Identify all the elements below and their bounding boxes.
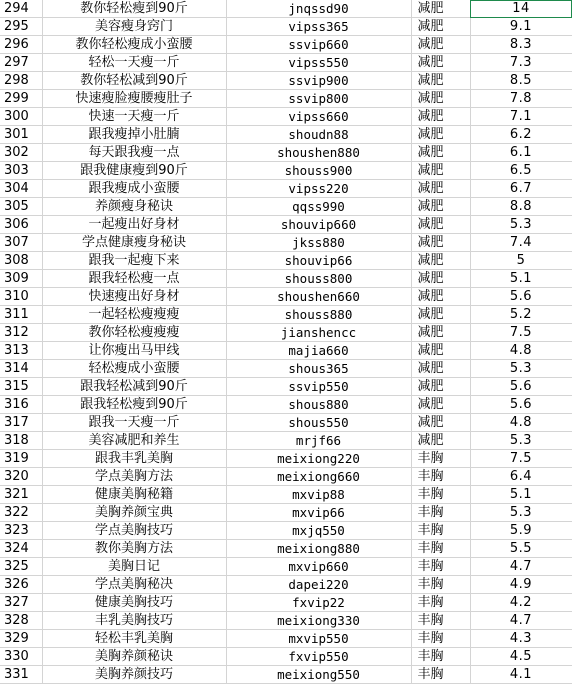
category-cell[interactable]: 减肥 — [411, 54, 470, 72]
title-cell[interactable]: 快速一天瘦一斤 — [42, 108, 226, 126]
category-cell[interactable]: 减肥 — [411, 36, 470, 54]
category-cell[interactable]: 减肥 — [411, 234, 470, 252]
title-cell[interactable]: 学点美胸技巧 — [42, 522, 226, 540]
table-row — [0, 234, 572, 252]
code-cell[interactable]: qqss990 — [226, 198, 411, 216]
table-row — [0, 342, 572, 360]
code-cell[interactable]: ssvip800 — [226, 90, 411, 108]
title-cell[interactable]: 跟我丰乳美胸 — [42, 450, 226, 468]
score-cell[interactable]: 4.9 — [470, 576, 572, 594]
score-cell[interactable]: 5.2 — [470, 306, 572, 324]
category-cell[interactable]: 丰胸 — [411, 648, 470, 666]
table-row — [0, 180, 572, 198]
code-cell[interactable]: shouss800 — [226, 270, 411, 288]
category-cell[interactable]: 减肥 — [411, 90, 470, 108]
table-row — [0, 360, 572, 378]
score-cell[interactable]: 4.3 — [470, 630, 572, 648]
code-cell[interactable]: fxvip22 — [226, 594, 411, 612]
row-number-cell[interactable]: 307 — [0, 234, 42, 252]
row-number-cell[interactable]: 313 — [0, 342, 42, 360]
code-cell[interactable]: vipss365 — [226, 18, 411, 36]
score-cell[interactable]: 5.3 — [470, 360, 572, 378]
table-row — [0, 306, 572, 324]
category-cell[interactable]: 减肥 — [411, 18, 470, 36]
category-cell[interactable]: 减肥 — [411, 198, 470, 216]
category-cell[interactable]: 减肥 — [411, 162, 470, 180]
code-cell[interactable]: shouss900 — [226, 162, 411, 180]
row-number-cell[interactable]: 312 — [0, 324, 42, 342]
row-number-cell[interactable]: 316 — [0, 396, 42, 414]
table-row — [0, 378, 572, 396]
category-cell[interactable]: 减肥 — [411, 216, 470, 234]
code-cell[interactable]: majia660 — [226, 342, 411, 360]
code-cell[interactable]: jnqssd90 — [226, 0, 411, 18]
row-number-cell[interactable]: 320 — [0, 468, 42, 486]
title-cell[interactable]: 健康美胸秘籍 — [42, 486, 226, 504]
title-cell[interactable]: 一起轻松瘦瘦瘦 — [42, 306, 226, 324]
category-cell[interactable]: 丰胸 — [411, 630, 470, 648]
title-cell[interactable]: 跟我瘦掉小肚腩 — [42, 126, 226, 144]
row-number-cell[interactable]: 328 — [0, 612, 42, 630]
table-row — [0, 576, 572, 594]
category-cell[interactable]: 丰胸 — [411, 594, 470, 612]
title-cell[interactable]: 学点美胸秘决 — [42, 576, 226, 594]
score-cell[interactable]: 4.2 — [470, 594, 572, 612]
category-cell[interactable]: 减肥 — [411, 108, 470, 126]
score-cell[interactable]: 7.5 — [470, 450, 572, 468]
row-number-cell[interactable]: 303 — [0, 162, 42, 180]
score-cell[interactable]: 4.8 — [470, 342, 572, 360]
table-row — [0, 216, 572, 234]
table-row — [0, 288, 572, 306]
table-row — [0, 648, 572, 666]
score-cell[interactable]: 6.7 — [470, 180, 572, 198]
row-number-cell[interactable]: 331 — [0, 666, 42, 684]
title-cell[interactable]: 美容减肥和养生 — [42, 432, 226, 450]
row-number-cell[interactable]: 317 — [0, 414, 42, 432]
table-row — [0, 162, 572, 180]
score-cell[interactable]: 5.6 — [470, 378, 572, 396]
category-cell[interactable]: 减肥 — [411, 396, 470, 414]
score-cell[interactable]: 7.5 — [470, 324, 572, 342]
title-cell[interactable]: 快速瘦脸瘦腰瘦肚子 — [42, 90, 226, 108]
title-cell[interactable]: 美胸日记 — [42, 558, 226, 576]
title-cell[interactable]: 教你轻松瘦成小蛮腰 — [42, 36, 226, 54]
category-cell[interactable]: 丰胸 — [411, 666, 470, 684]
table-row — [0, 450, 572, 468]
table-row — [0, 486, 572, 504]
row-number-cell[interactable]: 318 — [0, 432, 42, 450]
row-number-cell[interactable]: 311 — [0, 306, 42, 324]
score-cell[interactable]: 5.3 — [470, 504, 572, 522]
category-cell[interactable]: 减肥 — [411, 324, 470, 342]
category-cell[interactable]: 减肥 — [411, 288, 470, 306]
title-cell[interactable]: 教你美胸方法 — [42, 540, 226, 558]
title-cell[interactable]: 学点美胸方法 — [42, 468, 226, 486]
code-cell[interactable]: mxjq550 — [226, 522, 411, 540]
score-cell[interactable]: 7.4 — [470, 234, 572, 252]
category-cell[interactable]: 减肥 — [411, 414, 470, 432]
table-row — [0, 468, 572, 486]
row-number-cell[interactable]: 294 — [0, 0, 42, 18]
score-cell[interactable]: 5.1 — [470, 270, 572, 288]
score-cell[interactable]: 4.7 — [470, 558, 572, 576]
score-cell[interactable]: 5.3 — [470, 432, 572, 450]
code-cell[interactable]: shouss880 — [226, 306, 411, 324]
table-row — [0, 36, 572, 54]
title-cell[interactable]: 跟我一天瘦一斤 — [42, 414, 226, 432]
code-cell[interactable]: ssvip660 — [226, 36, 411, 54]
title-cell[interactable]: 轻松丰乳美胸 — [42, 630, 226, 648]
table-row — [0, 54, 572, 72]
table-row — [0, 414, 572, 432]
row-number-cell[interactable]: 322 — [0, 504, 42, 522]
table-row — [0, 432, 572, 450]
row-number-cell[interactable]: 302 — [0, 144, 42, 162]
title-cell[interactable]: 一起瘦出好身材 — [42, 216, 226, 234]
category-cell[interactable]: 丰胸 — [411, 450, 470, 468]
row-number-cell[interactable]: 305 — [0, 198, 42, 216]
table-row — [0, 108, 572, 126]
title-cell[interactable]: 跟我轻松瘦到90斤 — [42, 396, 226, 414]
title-cell[interactable]: 跟我一起瘦下来 — [42, 252, 226, 270]
row-number-cell[interactable]: 300 — [0, 108, 42, 126]
row-number-cell[interactable]: 315 — [0, 378, 42, 396]
code-cell[interactable]: mxvip66 — [226, 504, 411, 522]
row-number-cell[interactable]: 325 — [0, 558, 42, 576]
row-number-cell[interactable]: 321 — [0, 486, 42, 504]
category-cell[interactable]: 减肥 — [411, 306, 470, 324]
score-cell[interactable]: 5.6 — [470, 396, 572, 414]
row-number-cell[interactable]: 299 — [0, 90, 42, 108]
table-row — [0, 594, 572, 612]
row-number-cell[interactable]: 310 — [0, 288, 42, 306]
category-cell[interactable]: 减肥 — [411, 72, 470, 90]
code-cell[interactable]: shoushen660 — [226, 288, 411, 306]
title-cell[interactable]: 美胸养颜秘诀 — [42, 648, 226, 666]
table-row — [0, 324, 572, 342]
title-cell[interactable]: 跟我轻松瘦一点 — [42, 270, 226, 288]
score-cell[interactable]: 8.5 — [470, 72, 572, 90]
code-cell[interactable]: vipss220 — [226, 180, 411, 198]
code-cell[interactable]: meixiong330 — [226, 612, 411, 630]
table-row — [0, 0, 572, 18]
code-cell[interactable]: ssvip550 — [226, 378, 411, 396]
category-cell[interactable]: 减肥 — [411, 432, 470, 450]
score-cell[interactable]: 8.3 — [470, 36, 572, 54]
category-cell[interactable]: 减肥 — [411, 0, 470, 18]
table-row — [0, 144, 572, 162]
row-number-cell[interactable]: 329 — [0, 630, 42, 648]
category-cell[interactable]: 丰胸 — [411, 558, 470, 576]
row-number-cell[interactable]: 324 — [0, 540, 42, 558]
title-cell[interactable]: 每天跟我瘦一点 — [42, 144, 226, 162]
row-number-cell[interactable]: 304 — [0, 180, 42, 198]
score-cell[interactable]: 6.2 — [470, 126, 572, 144]
row-number-cell[interactable]: 323 — [0, 522, 42, 540]
score-cell[interactable]: 4.7 — [470, 612, 572, 630]
category-cell[interactable]: 减肥 — [411, 144, 470, 162]
score-cell[interactable]: 7.3 — [470, 54, 572, 72]
category-cell[interactable]: 减肥 — [411, 252, 470, 270]
title-cell[interactable]: 轻松一天瘦一斤 — [42, 54, 226, 72]
title-cell[interactable]: 丰乳美胸技巧 — [42, 612, 226, 630]
row-number-cell[interactable]: 298 — [0, 72, 42, 90]
code-cell[interactable]: shous550 — [226, 414, 411, 432]
title-cell[interactable]: 教你轻松瘦到90斤 — [42, 0, 226, 18]
score-cell[interactable]: 4.8 — [470, 414, 572, 432]
title-cell[interactable]: 教你轻松瘦瘦瘦 — [42, 324, 226, 342]
title-cell[interactable]: 美容瘦身窍门 — [42, 18, 226, 36]
table-row — [0, 630, 572, 648]
code-cell[interactable]: fxvip550 — [226, 648, 411, 666]
score-cell[interactable]: 4.1 — [470, 666, 572, 684]
table-row — [0, 396, 572, 414]
score-cell[interactable]: 6.4 — [470, 468, 572, 486]
table-row — [0, 612, 572, 630]
code-cell[interactable]: shous365 — [226, 360, 411, 378]
title-cell[interactable]: 美胸养颜宝典 — [42, 504, 226, 522]
row-number-cell[interactable]: 326 — [0, 576, 42, 594]
title-cell[interactable]: 健康美胸技巧 — [42, 594, 226, 612]
code-cell[interactable]: shouvip66 — [226, 252, 411, 270]
title-cell[interactable]: 跟我健康瘦到90斤 — [42, 162, 226, 180]
title-cell[interactable]: 养颜瘦身秘诀 — [42, 198, 226, 216]
title-cell[interactable]: 快速瘦出好身材 — [42, 288, 226, 306]
score-cell[interactable]: 8.8 — [470, 198, 572, 216]
row-number-cell[interactable]: 330 — [0, 648, 42, 666]
code-cell[interactable]: dapei220 — [226, 576, 411, 594]
table-row — [0, 90, 572, 108]
title-cell[interactable]: 教你轻松减到90斤 — [42, 72, 226, 90]
category-cell[interactable]: 减肥 — [411, 126, 470, 144]
code-cell[interactable]: meixiong550 — [226, 666, 411, 684]
score-cell[interactable]: 5.3 — [470, 216, 572, 234]
row-number-cell[interactable]: 301 — [0, 126, 42, 144]
score-cell[interactable]: 5.6 — [470, 288, 572, 306]
table-row — [0, 198, 572, 216]
score-cell[interactable]: 5 — [470, 252, 572, 270]
code-cell[interactable]: mrjf66 — [226, 432, 411, 450]
code-cell[interactable]: meixiong880 — [226, 540, 411, 558]
code-cell[interactable]: meixiong660 — [226, 468, 411, 486]
score-cell[interactable]: 6.5 — [470, 162, 572, 180]
code-cell[interactable]: shoudn88 — [226, 126, 411, 144]
title-cell[interactable]: 美胸养颜技巧 — [42, 666, 226, 684]
category-cell[interactable]: 减肥 — [411, 378, 470, 396]
score-cell[interactable]: 4.5 — [470, 648, 572, 666]
table-row — [0, 72, 572, 90]
code-cell[interactable]: vipss550 — [226, 54, 411, 72]
row-number-cell[interactable]: 308 — [0, 252, 42, 270]
row-number-cell[interactable]: 309 — [0, 270, 42, 288]
code-cell[interactable]: shouvip660 — [226, 216, 411, 234]
title-cell[interactable]: 跟我瘦成小蛮腰 — [42, 180, 226, 198]
row-number-cell[interactable]: 306 — [0, 216, 42, 234]
score-cell[interactable]: 7.8 — [470, 90, 572, 108]
category-cell[interactable]: 丰胸 — [411, 540, 470, 558]
code-cell[interactable]: shoushen880 — [226, 144, 411, 162]
table-row — [0, 558, 572, 576]
table-row — [0, 18, 572, 36]
code-cell[interactable]: mxvip550 — [226, 630, 411, 648]
title-cell[interactable]: 学点健康瘦身秘诀 — [42, 234, 226, 252]
score-cell[interactable]: 5.9 — [470, 522, 572, 540]
category-cell[interactable]: 减肥 — [411, 270, 470, 288]
category-cell[interactable]: 丰胸 — [411, 468, 470, 486]
code-cell[interactable]: ssvip900 — [226, 72, 411, 90]
table-row — [0, 126, 572, 144]
code-cell[interactable]: meixiong220 — [226, 450, 411, 468]
score-cell[interactable]: 14 — [470, 0, 572, 18]
row-number-cell[interactable]: 297 — [0, 54, 42, 72]
table-row — [0, 270, 572, 288]
table-row — [0, 252, 572, 270]
row-number-cell[interactable]: 319 — [0, 450, 42, 468]
category-cell[interactable]: 减肥 — [411, 180, 470, 198]
score-cell[interactable]: 6.1 — [470, 144, 572, 162]
title-cell[interactable]: 轻松瘦成小蛮腰 — [42, 360, 226, 378]
table-row — [0, 666, 572, 684]
category-cell[interactable]: 减肥 — [411, 342, 470, 360]
row-number-cell[interactable]: 296 — [0, 36, 42, 54]
code-cell[interactable]: shous880 — [226, 396, 411, 414]
row-number-cell[interactable]: 327 — [0, 594, 42, 612]
category-cell[interactable]: 丰胸 — [411, 576, 470, 594]
score-cell[interactable]: 9.1 — [470, 18, 572, 36]
category-cell[interactable]: 丰胸 — [411, 486, 470, 504]
category-cell[interactable]: 丰胸 — [411, 504, 470, 522]
code-cell[interactable]: vipss660 — [226, 108, 411, 126]
category-cell[interactable]: 丰胸 — [411, 612, 470, 630]
title-cell[interactable]: 让你瘦出马甲线 — [42, 342, 226, 360]
table-row — [0, 540, 572, 558]
score-cell[interactable]: 7.1 — [470, 108, 572, 126]
category-cell[interactable]: 丰胸 — [411, 522, 470, 540]
row-number-cell[interactable]: 314 — [0, 360, 42, 378]
code-cell[interactable]: mxvip88 — [226, 486, 411, 504]
score-cell[interactable]: 5.1 — [470, 486, 572, 504]
code-cell[interactable]: jianshencc — [226, 324, 411, 342]
title-cell[interactable]: 跟我轻松减到90斤 — [42, 378, 226, 396]
table-row — [0, 522, 572, 540]
score-cell[interactable]: 5.5 — [470, 540, 572, 558]
table-row — [0, 504, 572, 522]
category-cell[interactable]: 减肥 — [411, 360, 470, 378]
code-cell[interactable]: mxvip660 — [226, 558, 411, 576]
code-cell[interactable]: jkss880 — [226, 234, 411, 252]
row-number-cell[interactable]: 295 — [0, 18, 42, 36]
